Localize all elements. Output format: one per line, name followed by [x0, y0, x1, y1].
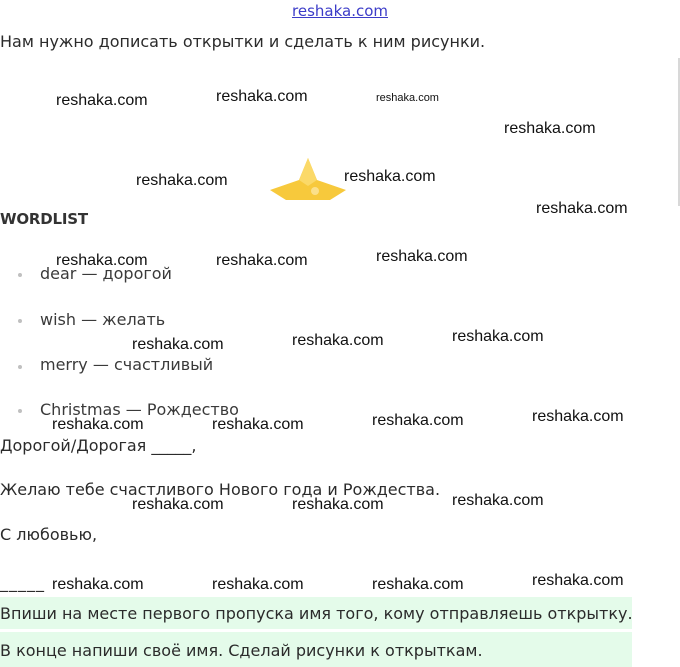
watermark: reshaka.com [504, 120, 596, 137]
watermark: reshaka.com [376, 248, 468, 265]
card-wish: Желаю тебе счастливого Нового года и Рождества. [0, 480, 441, 499]
watermark: reshaka.com [216, 252, 308, 269]
watermark: reshaka.com [212, 576, 304, 593]
watermark: reshaka.com [536, 200, 628, 217]
watermark: reshaka.com [292, 496, 384, 513]
watermark: reshaka.com [56, 92, 148, 109]
watermark: reshaka.com [532, 408, 624, 425]
list-bullet [18, 319, 22, 323]
watermark: reshaka.com [56, 252, 148, 269]
watermark: reshaka.com [216, 88, 308, 105]
star-icon [268, 156, 348, 204]
watermark: reshaka.com [344, 168, 436, 185]
watermark: reshaka.com [136, 172, 228, 189]
intro-text: Нам нужно дописать открытки и сделать к ним рисунки. [0, 32, 486, 51]
word-item: wish — желать [40, 310, 166, 329]
card-signature: _____ [0, 573, 45, 592]
word-item: merry — счастливый [40, 355, 214, 374]
watermark: reshaka.com [52, 416, 144, 433]
list-bullet [18, 409, 22, 413]
list-bullet [18, 365, 22, 369]
site-link[interactable]: reshaka.com [292, 2, 388, 20]
watermark: reshaka.com [452, 328, 544, 345]
instruction-text: В конце напиши своё имя. Сделай рисунки к открыткам. [0, 641, 483, 660]
watermark: reshaka.com [212, 416, 304, 433]
list-bullet [18, 273, 22, 277]
watermark: reshaka.com [376, 92, 439, 104]
watermark: reshaka.com [132, 496, 224, 513]
watermark: reshaka.com [132, 336, 224, 353]
watermark: reshaka.com [372, 576, 464, 593]
watermark: reshaka.com [292, 332, 384, 349]
wordlist-heading: WORDLIST [0, 210, 88, 228]
watermark: reshaka.com [52, 576, 144, 593]
watermark: reshaka.com [532, 572, 624, 589]
watermark: reshaka.com [452, 492, 544, 509]
card-closing: С любовью, [0, 525, 98, 544]
instruction-text: Впиши на месте первого пропуска имя того, кому отправляешь открытку. [0, 604, 633, 623]
word-item: Christmas — Рождество [40, 400, 239, 419]
watermark: reshaka.com [372, 412, 464, 429]
word-item: dear — дорогой [40, 264, 172, 283]
card-greeting: Дорогой/Дорогая _____, [0, 436, 197, 455]
